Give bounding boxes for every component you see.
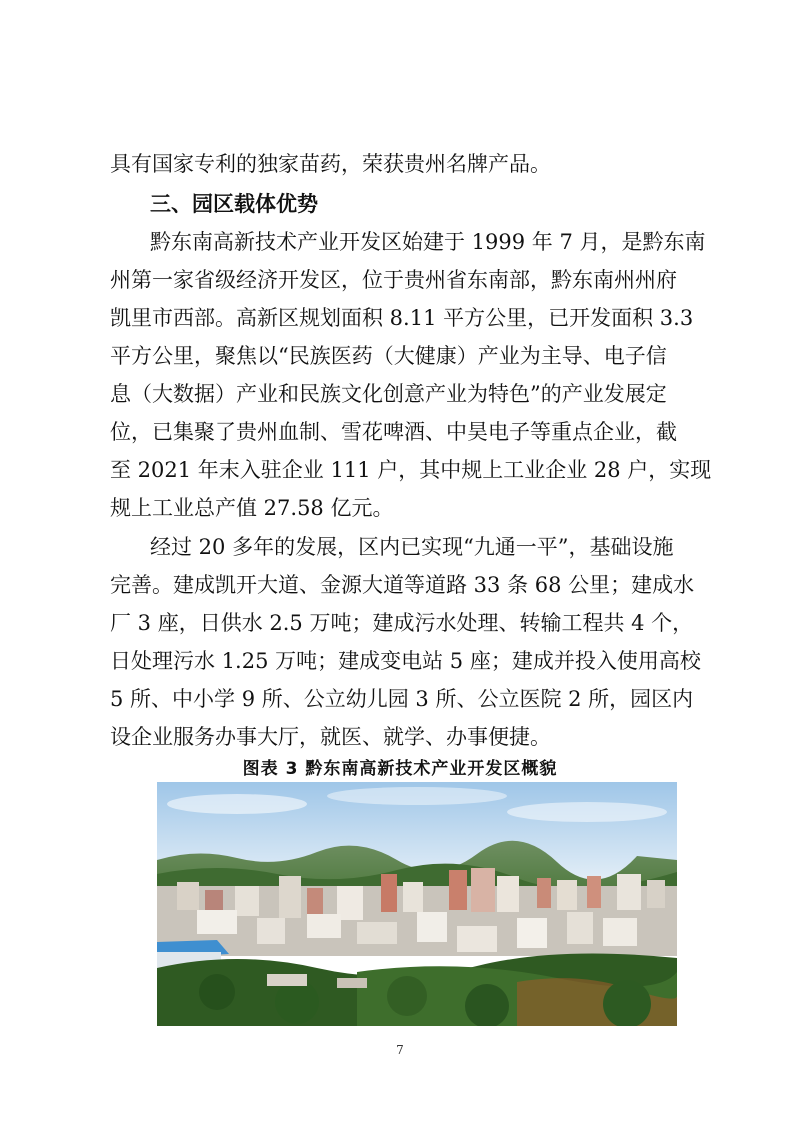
page-number: 7: [396, 1043, 404, 1057]
body-line-11: 完善。建成凯开大道、金源大道等道路 33 条 68 公里；建成水: [110, 573, 695, 597]
section-heading: 三、园区载体优势: [150, 192, 318, 216]
body-line-3: 州第一家省级经济开发区，位于贵州省东南部，黔东南州州府: [110, 268, 677, 292]
body-line-7: 位，已集聚了贵州血制、雪花啤酒、中昊电子等重点企业，截: [110, 420, 677, 444]
body-line-12: 厂 3 座，日供水 2.5 万吨；建成污水处理、转输工程共 4 个，: [110, 611, 694, 635]
body-line-2: 黔东南高新技术产业开发区始建于 1999 年 7 月，是黔东南: [150, 230, 706, 254]
body-line-5: 平方公里，聚焦以“民族医药（大健康）产业为主导、电子信: [110, 344, 667, 368]
figure-caption: 图表 3 黔东南高新技术产业开发区概貌: [242, 759, 558, 779]
body-line-14: 5 所、中小学 9 所、公立幼儿园 3 所、公立医院 2 所，园区内: [110, 687, 694, 711]
body-line-1: 具有国家专利的独家苗药，荣获贵州名牌产品。: [110, 152, 551, 176]
body-line-8: 至 2021 年末入驻企业 111 户，其中规上工业企业 28 户，实现: [110, 458, 712, 482]
park-overview-photo: [157, 782, 677, 1026]
body-line-6: 息（大数据）产业和民族文化创意产业为特色”的产业发展定: [110, 382, 667, 406]
body-line-10: 经过 20 多年的发展，区内已实现“九通一平”，基础设施: [150, 535, 674, 559]
body-line-15: 设企业服务办事大厅，就医、就学、办事便捷。: [110, 725, 551, 749]
body-line-9: 规上工业总产值 27.58 亿元。: [110, 496, 394, 520]
body-line-4: 凯里市西部。高新区规划面积 8.11 平方公里，已开发面积 3.3: [110, 306, 694, 330]
body-line-13: 日处理污水 1.25 万吨；建成变电站 5 座；建成并投入使用高校: [110, 649, 701, 673]
